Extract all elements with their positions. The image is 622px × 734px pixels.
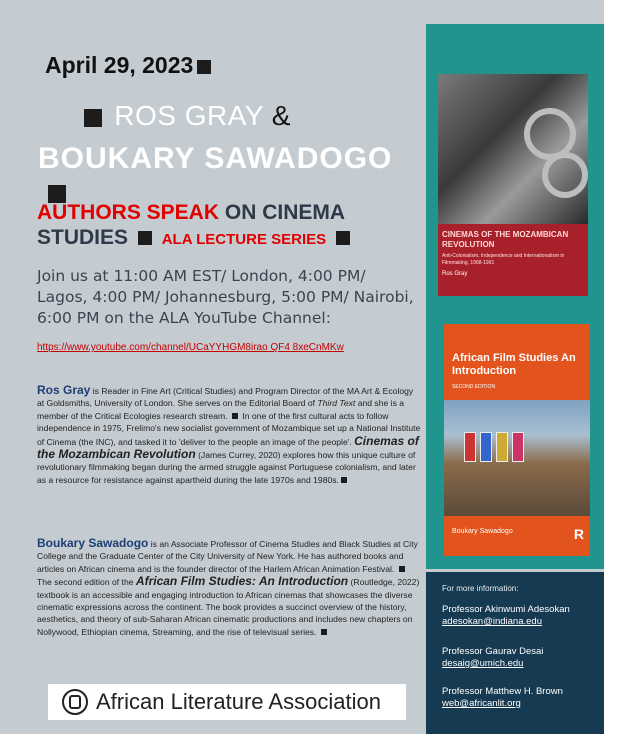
- youtube-channel-link[interactable]: https://www.youtube.com/channel/UCaYYHGM8irao QF4 8xeCnMKw: [37, 342, 344, 353]
- poster-shape: [496, 432, 508, 462]
- square-bullet-icon: [399, 566, 405, 572]
- bio-ros-gray: [37, 384, 421, 486]
- book-cover-cinemas-mozambican-revolution: [438, 74, 588, 296]
- square-bullet-icon: [84, 109, 102, 127]
- square-bullet-icon: [232, 413, 238, 419]
- bio-text: In one of the first cultural acts to follow independence in 1975, Frelimo's new socialist government of Mozambique set up a National Institute of Cinema (the INC), and tasked it to 'deliver to the people an image of the people'.: [37, 410, 421, 447]
- cover-subtitle: Anti-Colonialism, Independence and Internationalism in Filmmaking, 1968-1991: [442, 253, 565, 266]
- book-cover-african-film-studies: [444, 324, 590, 556]
- contact-heading: For more information:: [442, 584, 519, 593]
- join-info: Join us at 11:00 AM EST/ London, 4:00 PM/ Lagos, 4:00 PM/ Johannesburg, 5:00 PM/ Nairobi, 6:00 PM on the ALA YouTube Channel:: [37, 267, 414, 327]
- cover-edition: SECOND EDITION: [452, 384, 496, 390]
- contact-email[interactable]: desaig@umich.edu: [442, 658, 524, 669]
- poster-shape: [480, 432, 492, 462]
- cover-title: African Film Studies An Introduction: [452, 352, 576, 377]
- journal-title: Third Text: [317, 398, 356, 409]
- authors-speak-title: AUTHORS SPEAK: [37, 201, 220, 224]
- cover-author: Ros Gray: [442, 271, 468, 277]
- contact-email[interactable]: web@africanlit.org: [442, 698, 521, 709]
- contact-entry: [442, 604, 570, 628]
- event-heading: [37, 200, 417, 252]
- book-title-cinemas: Cinemas of the Mozambican Revolution: [37, 433, 419, 462]
- square-bullet-icon: [321, 629, 327, 635]
- bio-boukary-sawadogo: [37, 537, 421, 638]
- bio-text: (Routledge, 2022) textbook is an accessible and engaging introduction to African cinemas that showcases the diverse cinematic expressions across the continent. The book provides a succinct overview of the history, aesthetics, and theory of sub-Saharan African cinematic productions and includes new chapters on Nollywood, Ethiopian cinema, Streaming, and the rise of televisual series.: [37, 577, 420, 637]
- lecture-series-title: ALA LECTURE SERIES: [161, 231, 327, 248]
- poster-shape: [512, 432, 524, 462]
- contact-entry: [442, 686, 563, 710]
- bio-text: is Reader in Fine Art (Critical Studies) and Program Director of the MA Art & Ecology at Goldsmiths, University of London. She serves on the Editorial Board of: [37, 386, 414, 409]
- bio-name-ros-gray: Ros Gray: [37, 383, 91, 397]
- bio-text: (James Currey, 2020) explores how this unique culture of revolutionary filmmaking began during the armed struggle against Portuguese colonialism, and later as a resource for resistance against apartheid during the late 1970s and 1980s.: [37, 450, 416, 485]
- publisher-logo: R: [573, 526, 584, 542]
- square-bullet-icon: [197, 60, 211, 74]
- contact-name: Professor Akinwumi Adesokan: [442, 604, 570, 615]
- speaker-ros-gray: ROS GRAY: [114, 100, 264, 131]
- poster-shape: [464, 432, 476, 462]
- event-date: [45, 52, 215, 79]
- square-bullet-icon: [336, 231, 350, 245]
- book-title-african-film: African Film Studies: An Introduction: [135, 574, 349, 589]
- ala-emblem-icon: [62, 689, 88, 715]
- contact-email[interactable]: adesokan@indiana.edu: [442, 616, 542, 627]
- cover-title: CINEMAS OF THE MOZAMBICAN REVOLUTION: [442, 230, 569, 249]
- cover-author: Boukary Sawadogo: [452, 528, 513, 535]
- speaker-boukary-sawadogo: BOUKARY SAWADOGO: [38, 142, 393, 175]
- on-cinema-studies-title: ON CINEMA STUDIES: [37, 201, 345, 249]
- square-bullet-icon: [138, 231, 152, 245]
- contact-info-panel: [426, 572, 604, 734]
- square-bullet-icon: [341, 477, 347, 483]
- ampersand: &: [271, 100, 291, 131]
- event-date-text: April 29, 2023: [45, 52, 194, 78]
- contact-name: Professor Gaurav Desai: [442, 646, 544, 657]
- bio-name-boukary-sawadogo: Boukary Sawadogo: [37, 536, 149, 550]
- bio-text: The second edition of the: [37, 577, 136, 588]
- ala-logo: [48, 684, 406, 720]
- bio-text: and she is a member of the Critical Ecologies research stream.: [37, 398, 405, 421]
- ala-logo-text: African Literature Association: [96, 689, 381, 714]
- film-reel-icon: [542, 152, 588, 198]
- speaker-name-line-1: [80, 100, 291, 132]
- contact-entry: [442, 646, 543, 670]
- contact-name: Professor Matthew H. Brown: [442, 686, 563, 697]
- bio-text: is an Associate Professor of Cinema Studies and Black Studies at City College and the Graduate Center of the City University of New York. He has authored books and articles on African cinema and is the founder director of the Harlem African Animation Festival.: [37, 539, 418, 574]
- cover-title-band: [438, 224, 588, 296]
